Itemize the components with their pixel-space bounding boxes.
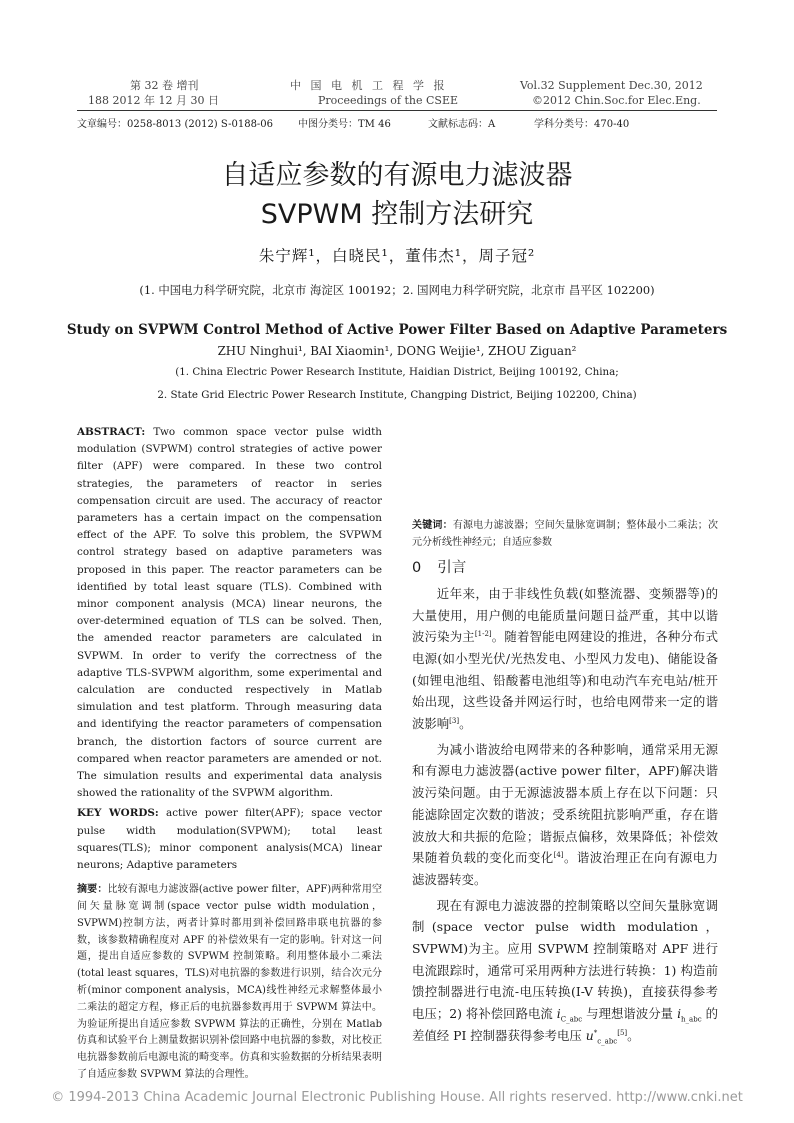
page-date: 188 2012 年 12 月 30 日 (88, 94, 219, 107)
sup-star: * (593, 1028, 598, 1037)
subject-code: 学科分类号：470-40 (534, 119, 630, 130)
intro-p3-text-b: 与理想谐波分量 (582, 1006, 678, 1022)
sub-u-abc: c_abc (597, 1037, 618, 1046)
affiliation-cn: (1. 中国电力科学研究院，北京市 海淀区 100192；2. 国网电力科学研究院，北京市 昌平区 102200) (139, 283, 655, 297)
volume-en: Vol.32 Supplement Dec.30, 2012 (520, 79, 703, 92)
section-heading (412, 560, 718, 577)
abstract-cn-label: 摘要： (77, 884, 108, 896)
title-en: Study on SVPWM Control Method of Active Power Filter Based on Adaptive Parameters (66, 322, 728, 338)
sub-c-abc: C_abc (560, 1015, 583, 1024)
keywords-en-text: active power filter(APF); space vector pulse width modulation(SVPWM); total least squares(TLS); minor component analysis(MCA) linear neurons; Adaptive parameters (77, 807, 382, 872)
right-column (412, 426, 718, 1047)
keywords-cn (412, 518, 718, 552)
intro-p1-text-a: 近年来，由于非线性负载(如整流器、变频器等)的大量使用，用户侧的电能质量问题日益严重，其中以谐波污染为主 (412, 585, 718, 645)
title-cn-line1: 自适应参数的有源电力滤波器 (221, 160, 573, 191)
intro-p2-text-a: 为减小谐波给电网带来的各种影响，通常采用无源和有源电力滤波器(active power filter，APF)解决谐波污染问题。由于无源滤波器本质上存在以下问题：只能滤除固定次数的谐波；受系统阻抗影响严重，存在谐波放大和共振的危险；谐振点偏移，效果降低；补偿效果随着负载的变化而变化 (412, 741, 718, 866)
intro-p1-text-b: 。随着智能电网建设的推进，各种分布式电源(如小型光伏/光热发电、小型风力发电)、储能设备(如锂电池组、铅酸蓄电池组等)和电动汽车充电站/桩开始出现，这些设备并网运行时，也给电网带来一定的谐波影响 (412, 629, 719, 732)
intro-p1-text-c: 。 (459, 716, 472, 732)
abstract-cn-continued (412, 426, 718, 510)
volume-issue: 第 32 卷 增刊 (130, 79, 199, 92)
abstract-en-text: Two common space vector pulse width modulation (SVPWM) control strategies of active power filter (APF) were compared. In these two control strategies, the parameters of reactor in series compensation circuit are used. The accuracy of reactor parameters has a certain impact on the compensation effect of the APF. To solve this problem, the SVPWM control strategy based on adaptive parameters was proposed in this paper. The reactor parameters can be identified by total least square (TLS). Combined with minor component analysis (MCA) linear neurons, the over-determined equation of TLS can be solved. Then, the amended reactor parameters are calculated in SVPWM. In order to verify the correctness of the adaptive TLS-SVPWM algorithm, some experimental and calculation are conducted respectively in Matlab simulation and test platform. Through measuring data and identifying the reactor parameters of compensation branch, the distortion factors of source current are compared when reactor parameters are amended or not. The simulation results and experimental data analysis showed the rationality of the SVPWM algorithm. (77, 426, 382, 800)
copyright-society: ©2012 Chin.Soc.for Elec.Eng. (532, 94, 701, 107)
keywords-cn-text: 有源电力滤波器；空间矢量脉宽调制；整体最小二乘法；次元分析线性神经元；自适应参数 (412, 520, 719, 548)
citation-1-2: [1-2] (474, 630, 492, 639)
intro-p2-text-b: 。谐波治理正在向有源电力滤波器转变。 (412, 850, 719, 887)
affiliation-en-2: 2. State Grid Electric Power Research Institute, Changping District, Beijing 102200, China) (157, 389, 637, 401)
section-number: 0 (412, 559, 422, 576)
intro-p3-text-a: 现在有源电力滤波器的控制策略以空间矢量脉宽调制(space vector pulse width modulation，SVPWM)为主。应用 SVPWM 控制策略对 APF 进行电流跟踪时，通常可采用两种方法进行转换：1) 构造前馈控制器进行电流-电压转换(I-V 转换)，直接获得参考电压；2) 将补偿回路电流 (412, 897, 718, 1022)
abstract-cn (77, 882, 382, 1084)
citation-4: [4] (553, 851, 564, 860)
keywords-cn-label: 关键词： (412, 520, 453, 531)
intro-paragraph-3 (412, 895, 718, 1047)
abstract-en-label: ABSTRACT: (77, 426, 146, 438)
citation-3: [3] (449, 716, 460, 725)
keywords-en (77, 805, 382, 874)
title-cn-line2: SVPWM 控制方法研究 (260, 199, 534, 230)
abstract-en (77, 424, 382, 802)
clc-number: 中图分类号：TM 46 (298, 119, 391, 130)
var-i-c: i (556, 1006, 561, 1022)
authors-en: ZHU Ninghui¹, BAI Xiaomin¹, DONG Weijie¹, ZHOU Ziguan² (217, 344, 577, 358)
left-column (77, 424, 382, 1084)
intro-p3-text-d: 。 (627, 1027, 640, 1043)
var-u: u (585, 1027, 594, 1043)
journal-name-en: Proceedings of the CSEE (318, 94, 459, 107)
authors-cn: 朱宁辉¹，白晓民¹，董伟杰¹，周子冠² (258, 247, 536, 265)
abstract-cn-text: 比较有源电力滤波器(active power filter，APF)两种常用空间矢量脉宽调制(space vector pulse width modulation，SVPWM)控制方法，两者计算时都用到补偿回路串联电抗器的参数，该参数精确程度对 APF 的补偿效果有一定的影响。针对这一问题，提出自适应参数的 SVPWM 控制策略。利用整体最小二乘法(total least squares，TLS)对电抗器的参数进行识别，结合次元分析(minor component analysis，MCA)线性神经元求解整体最小二乘法的超定方程，修正后的电抗器参数再用于 SVPWM 算法中。为验证所提出自适应参数 SVPWM 算法的正确性，分别在 Matlab 仿真和试验平台上测量数据识别补偿回路中电抗器的参数，对比校正电抗器参数前后电源电流的畸变率。仿真和实验数据的分析结果表明了自适应参数 SVPWM 算法的合理性。 (77, 884, 382, 1081)
journal-name-cn: 中 国 电 机 工 程 学 报 (290, 79, 448, 92)
intro-paragraph-1 (412, 583, 718, 735)
var-i-h: i (677, 1006, 682, 1022)
article-number: 文章编号：0258-8013 (2012) S-0188-06 (77, 119, 274, 130)
affiliation-en-1: (1. China Electric Power Research Institute, Haidian District, Beijing 100192, China; (175, 366, 619, 378)
section-title: 引言 (437, 559, 467, 576)
keywords-en-label: KEY WORDS: (77, 807, 159, 820)
document-code: 文献标志码：A (428, 119, 496, 130)
citation-5: [5] (617, 1028, 628, 1037)
intro-paragraph-2 (412, 739, 718, 891)
intro-p3-text-c: 的差值经 PI 控制器获得参考电压 (412, 1006, 718, 1043)
sub-h-abc: h_abc (681, 1015, 702, 1024)
footer-copyright: © 1994-2013 China Academic Journal Electronic Publishing House. All rights reserved. http://www.cnki.net (51, 1090, 743, 1105)
header-rule (77, 110, 717, 111)
